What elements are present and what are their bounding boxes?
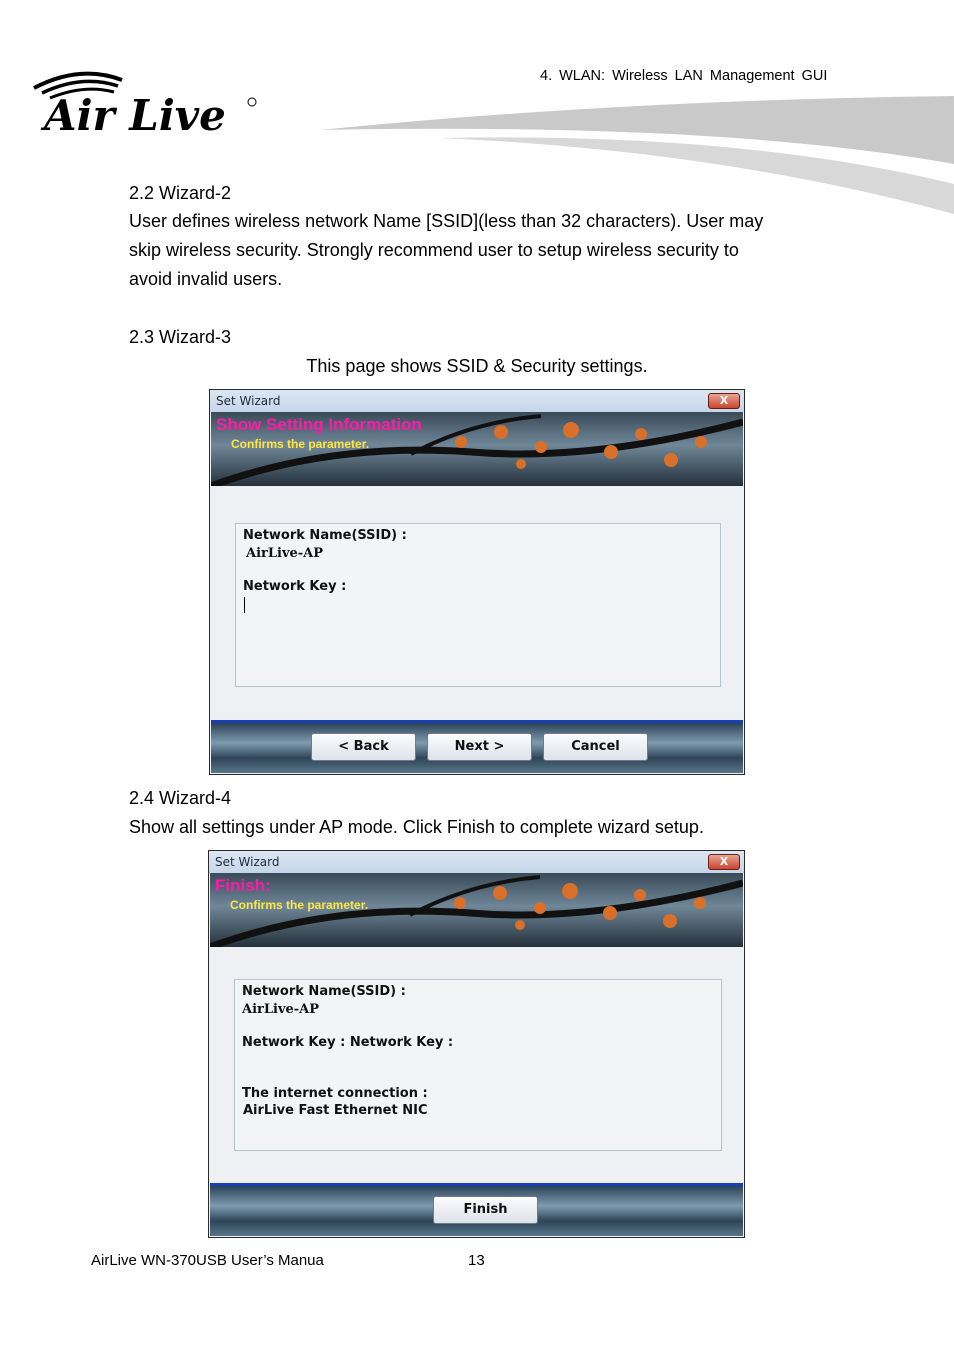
settings-info-box [234,979,722,1151]
section-heading-2-4: 2.4 Wizard-4 [129,788,232,808]
wizard3-banner [211,412,743,486]
wizard4-banner [210,873,743,947]
wizard4-window [208,850,745,1238]
logo-lettering: Air Live [44,91,226,136]
footer-manual-title: AirLive WN-370USB User’s Manua [91,1252,324,1269]
chapter-header: 4. WLAN: Wireless LAN Management GUI [540,68,828,84]
text-cursor [244,597,245,613]
internet-connection-value: AirLive Fast Ethernet NIC [243,1103,428,1118]
banner-subtitle: Confirms the parameter. [231,437,370,451]
ssid-value: AirLive-AP [246,546,324,561]
close-button[interactable]: X [708,854,740,870]
paragraph-line: avoid invalid users. [129,269,283,289]
section-heading-2-3: 2.3 Wizard-3 [129,327,232,347]
banner-subtitle: Confirms the parameter. [230,898,369,912]
wizard3-titlebar [210,390,744,412]
next-button[interactable]: Next > [427,733,532,761]
settings-info-box [235,523,721,687]
section-heading-2-2: 2.2 Wizard-2 [129,183,232,203]
close-button[interactable]: X [708,393,740,409]
paragraph-line: User defines wireless network Name [SSID](less than 32 characters). User may [129,211,764,231]
window-title: Set Wizard [216,394,281,408]
network-key-label: Network Key : Network Key : [242,1035,454,1050]
ssid-label: Network Name(SSID) : [243,528,407,543]
wizard4-titlebar [209,851,744,873]
section-2-3-caption: This page shows SSID & Security settings. [306,356,648,376]
airlive-logo [30,66,260,136]
finish-button[interactable]: Finish [433,1196,538,1224]
section-2-2-paragraph [129,207,829,294]
cancel-button[interactable]: Cancel [543,733,648,761]
wizard3-window [209,389,745,775]
window-title: Set Wizard [215,855,280,869]
back-button[interactable]: < Back [311,733,416,761]
wizard4-button-bar [210,1183,743,1236]
header-swoosh [320,92,954,214]
internet-connection-label: The internet connection : [242,1086,428,1101]
page-number: 13 [468,1252,485,1269]
network-key-label: Network Key : [243,579,347,594]
section-2-4-text: Show all settings under AP mode. Click Finish to complete wizard setup. [129,817,704,837]
ssid-label: Network Name(SSID) : [242,984,406,999]
banner-title: Show Setting Information [216,415,422,434]
paragraph-line: skip wireless security. Strongly recommend user to setup wireless security to [129,240,739,260]
banner-title: Finish: [215,876,271,895]
wizard3-button-bar [211,720,743,773]
ssid-value: AirLive-AP [242,1002,320,1017]
